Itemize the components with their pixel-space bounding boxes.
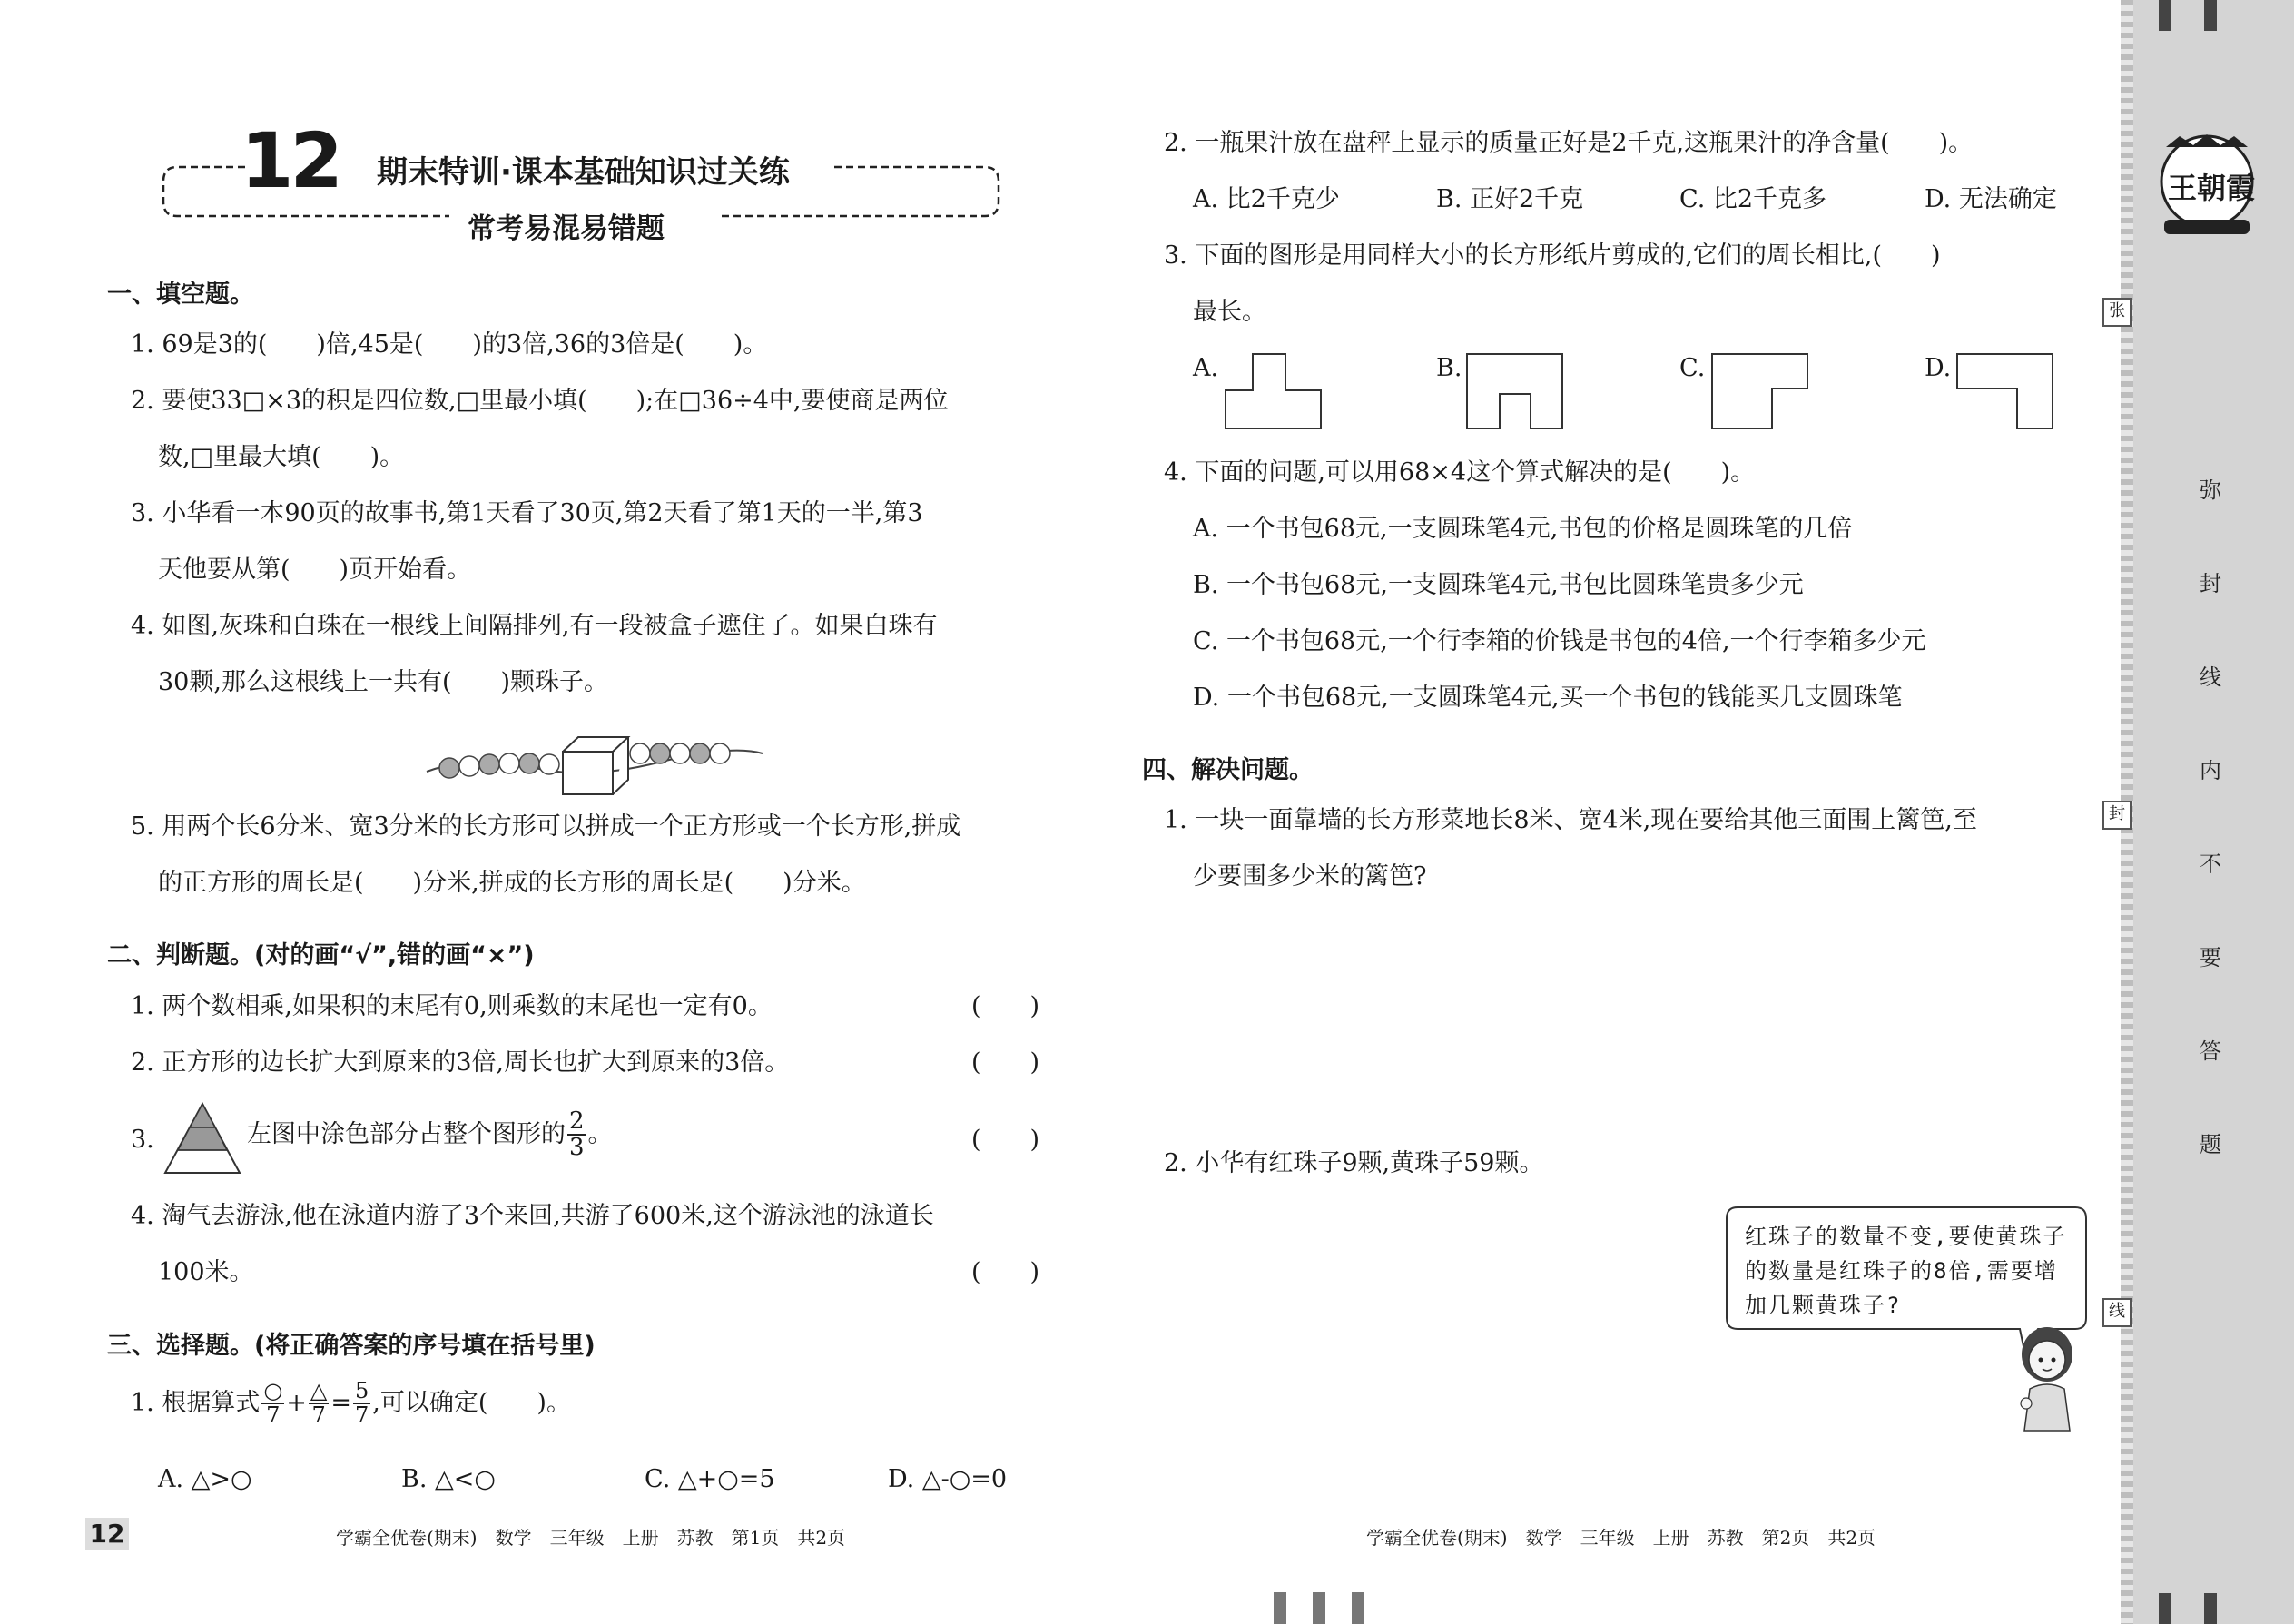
margin-mark-xian: 线 — [2102, 1298, 2132, 1327]
fraction-numerator: 2 — [569, 1107, 585, 1135]
top-bar-2 — [2204, 0, 2217, 31]
section-4-title: 四、解决问题。 — [1142, 756, 1314, 784]
logo-text: 王朝霞 — [2168, 171, 2256, 205]
s3-q3-option-b[interactable]: B. — [1436, 354, 1462, 382]
brand-logo — [2157, 129, 2257, 256]
s3-q1-option-b[interactable]: B. △<○ — [401, 1465, 496, 1493]
s1-q5-line2: 的正方形的周长是( )分米,拼成的长方形的周长是( )分米。 — [158, 869, 866, 897]
s2-q1: 1. 两个数相乘,如果积的末尾有0,则乘数的末尾也一定有0。 — [131, 992, 773, 1020]
section-1-title: 一、填空题。 — [107, 281, 254, 309]
s2-q2: 2. 正方形的边长扩大到原来的3倍,周长也扩大到原来的3倍。 — [131, 1048, 790, 1077]
s3-q1: 1. 根据算式 $\frac{○}{7}$ + $\frac{\triangle}{7}$ = $\frac{5}{7}$ ,可以确定( )。 — [131, 1378, 571, 1429]
bottom-bar-3 — [1352, 1592, 1364, 1624]
margin-mark-feng: 封 — [2102, 801, 2132, 830]
s2-q3-answer-paren[interactable]: ( ) — [971, 1126, 1040, 1154]
section-2-title: 二、判断题。(对的画“√”,错的画“×”) — [107, 941, 535, 969]
s3-q4-option-d[interactable]: D. 一个书包68元,一支圆珠笔4元,买一个书包的钱能买几支圆珠笔 — [1193, 684, 1903, 712]
s3-q2: 2. 一瓶果汁放在盘秤上显示的质量正好是2千克,这瓶果汁的净含量( )。 — [1164, 129, 1974, 157]
girl-illustration — [2006, 1324, 2088, 1432]
seal-char-2: 封 — [2200, 571, 2221, 596]
s2-q3-text: 左图中涂色部分占整个图形的 $\frac{2}{3}$ 。 — [247, 1107, 613, 1162]
s1-q1: 1. 69是3的( )倍,45是( )的3倍,36的3倍是( )。 — [131, 330, 768, 359]
s4-q1-line1: 1. 一块一面靠墙的长方形菜地长8米、宽4米,现在要给其他三面围上篱笆,至 — [1164, 806, 1977, 834]
s1-q4-line2: 30颗,那么这根线上一共有( )颗珠子。 — [158, 668, 609, 696]
lesson-number: 12 — [241, 116, 340, 205]
seal-char-4: 内 — [2200, 758, 2221, 783]
s3-q2-option-a[interactable]: A. 比2千克少 — [1193, 185, 1340, 213]
seal-char-1: 弥 — [2200, 477, 2221, 503]
speech-bubble — [1725, 1206, 2088, 1333]
s1-q2-line1: 2. 要使33□×3的积是四位数,□里最小填( );在□36÷4中,要使商是两位 — [131, 387, 949, 415]
page-badge: 12 — [85, 1518, 129, 1550]
s3-q3-option-d[interactable]: D. — [1925, 354, 1952, 382]
shape-b — [1465, 352, 1565, 430]
s2-q1-answer-paren[interactable]: ( ) — [971, 992, 1040, 1020]
top-bar-1 — [2159, 0, 2171, 31]
shape-a — [1224, 352, 1324, 430]
margin-mark-zhang: 张 — [2102, 298, 2132, 327]
s3-q1-option-a[interactable]: A. △>○ — [158, 1465, 252, 1493]
bubble-line-2: 的数量是红珠子的8倍,需要增 — [1745, 1258, 2058, 1284]
seal-char-5: 不 — [2200, 851, 2221, 877]
s2-q4-answer-paren[interactable]: ( ) — [971, 1258, 1040, 1286]
s3-q4-option-b[interactable]: B. 一个书包68元,一支圆珠笔4元,书包比圆珠笔贵多少元 — [1193, 571, 1804, 599]
footer-right: 学霸全优卷(期末) 数学 三年级 上册 苏教 第2页 共2页 — [1366, 1527, 1876, 1549]
s1-q4-line1: 4. 如图,灰珠和白珠在一根线上间隔排列,有一段被盒子遮住了。如果白珠有 — [131, 612, 938, 640]
page-subtitle: 常考易混易错题 — [468, 212, 665, 245]
seal-char-8: 题 — [2200, 1132, 2221, 1157]
s3-q3-line2: 最长。 — [1193, 298, 1266, 326]
seal-char-6: 要 — [2200, 945, 2221, 970]
bottom-right-bar-2 — [2204, 1593, 2217, 1624]
bubble-line-3: 加几颗黄珠子? — [1745, 1293, 1902, 1318]
triangle-figure — [162, 1100, 243, 1176]
s3-q3-line1: 3. 下面的图形是用同样大小的长方形纸片剪成的,它们的周长相比,( ) — [1164, 241, 1941, 270]
s1-q3-line1: 3. 小华看一本90页的故事书,第1天看了30页,第2天看了第1天的一半,第3 — [131, 499, 923, 527]
seal-char-7: 答 — [2200, 1038, 2221, 1064]
page-title: 期末特训·课本基础知识过关练 — [377, 154, 790, 191]
bottom-bar-2 — [1313, 1592, 1325, 1624]
s3-q4: 4. 下面的问题,可以用68×4这个算式解决的是( )。 — [1164, 458, 1756, 487]
fraction-denominator: 3 — [569, 1134, 585, 1162]
s3-q2-option-c[interactable]: C. 比2千克多 — [1679, 185, 1827, 213]
s2-q2-answer-paren[interactable]: ( ) — [971, 1048, 1040, 1077]
s3-q2-option-b[interactable]: B. 正好2千克 — [1436, 185, 1584, 213]
seal-char-3: 线 — [2200, 664, 2221, 690]
s2-q4-line2: 100米。 — [158, 1258, 254, 1286]
shape-c — [1710, 352, 1810, 430]
footer-left: 学霸全优卷(期末) 数学 三年级 上册 苏教 第1页 共2页 — [336, 1527, 846, 1549]
s3-q3-option-a[interactable]: A. — [1193, 354, 1219, 382]
s1-q2-line2: 数,□里最大填( )。 — [158, 443, 405, 471]
s2-q3-num: 3. — [131, 1126, 154, 1154]
bubble-line-1: 红珠子的数量不变,要使黄珠子 — [1745, 1224, 2067, 1249]
s3-q1-option-c[interactable]: C. △+○=5 — [645, 1465, 775, 1493]
beads-figure — [422, 726, 767, 808]
s3-q2-option-d[interactable]: D. 无法确定 — [1925, 185, 2057, 213]
s1-q5-line1: 5. 用两个长6分米、宽3分米的长方形可以拼成一个正方形或一个长方形,拼成 — [131, 812, 961, 841]
s2-q4-line1: 4. 淘气去游泳,他在泳道内游了3个来回,共游了600米,这个游泳池的泳道长 — [131, 1202, 934, 1230]
s3-q1-option-d[interactable]: D. △-○=0 — [888, 1465, 1008, 1493]
s4-q2: 2. 小华有红珠子9颗,黄珠子59颗。 — [1164, 1149, 1544, 1177]
s3-q3-option-c[interactable]: C. — [1679, 354, 1706, 382]
bottom-bar-1 — [1274, 1592, 1286, 1624]
shape-d — [1955, 352, 2055, 430]
bottom-right-bar-1 — [2159, 1593, 2171, 1624]
s3-q4-option-c[interactable]: C. 一个书包68元,一个行李箱的价钱是书包的4倍,一个行李箱多少元 — [1193, 627, 1926, 655]
s3-q4-option-a[interactable]: A. 一个书包68元,一支圆珠笔4元,书包的价格是圆珠笔的几倍 — [1193, 515, 1853, 543]
s4-q1-line2: 少要围多少米的篱笆? — [1193, 862, 1427, 891]
section-3-title: 三、选择题。(将正确答案的序号填在括号里) — [107, 1332, 596, 1360]
s1-q3-line2: 天他要从第( )页开始看。 — [158, 556, 472, 584]
